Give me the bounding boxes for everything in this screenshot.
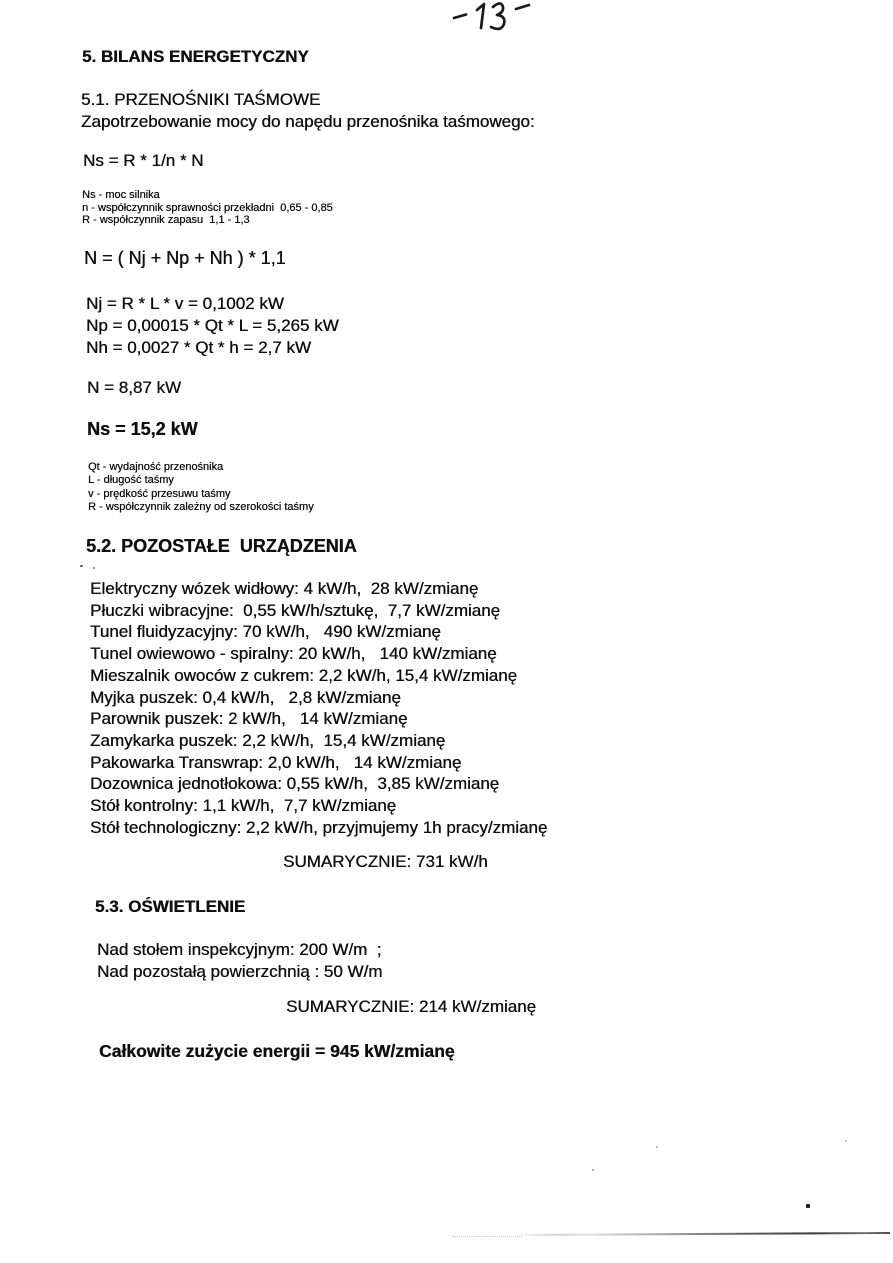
note-line: Ns - moc silnika [82,189,160,201]
list-item: Stół technologiczny: 2,2 kW/h, przyjmujemy 1h pracy/zmianę [90,817,548,837]
calc-line: Nj = R * L * v = 0,1002 kW [86,294,284,313]
note-line: L - długość taśmy [88,474,174,487]
list-item: Pakowarka Transwrap: 2,0 kW/h, 14 kW/zmianę [90,752,462,772]
result-ns: Ns = 15,2 kW [87,419,198,439]
summary-5-3: SUMARYCZNIE: 214 kW/zmianę [286,997,537,1016]
scan-speck [845,1140,847,1142]
total-energy-line: Całkowite zużycie energii = 945 kW/zmianę [99,1041,455,1061]
note-line: v - prędkość przesuwu taśmy [88,487,231,500]
section-5-3-title: 5.3. OŚWIETLENIE [95,897,246,916]
scan-speck [656,1146,658,1148]
list-item: Myjka puszek: 0,4 kW/h, 2,8 kW/zmianę [90,687,401,707]
handwritten-page-number [448,1,548,35]
section-5-title: 5. BILANS ENERGETYCZNY [82,47,309,66]
scan-speck [592,1169,594,1171]
list-item: Elektryczny wózek widłowy: 4 kW/h, 28 kW/zmianę [90,579,479,598]
calc-line: Nh = 0,0027 * Qt * h = 2,7 kW [86,338,311,357]
list-item: Płuczki wibracyjne: 0,55 kW/h/sztukę, 7,7 kW/zmianę [90,600,501,620]
equipment-list [90,578,547,838]
list-item: Tunel fluidyzacyjny: 70 kW/h, 490 kW/zmianę [90,622,441,642]
summary-5-2: SUMARYCZNIE: 731 kW/h [283,852,488,871]
list-item: Mieszalnik owoców z cukrem: 2,2 kW/h, 15,4 kW/zmianę [90,665,518,685]
list-item: Zamykarka puszek: 2,2 kW/h, 15,4 kW/zmianę [90,730,446,750]
note-line: R - współczynnik zależny od szerokości taśmy [88,501,314,514]
scan-speck [806,1204,810,1208]
list-item: Tunel owiewowo - spiralny: 20 kW/h, 140 kW/zmianę [90,644,497,664]
scan-speck [80,565,83,567]
lighting-line: Nad pozostałą powierzchnią : 50 W/m [97,962,383,982]
notes-motor [82,189,333,227]
formula-ns: Ns = R * 1/n * N [83,151,204,170]
formula-n: N = ( Nj + Np + Nh ) * 1,1 [84,248,286,268]
list-item: Parownik puszek: 2 kW/h, 14 kW/zmianę [90,709,408,729]
note-line: Qt - wydajność przenośnika [88,461,224,473]
lighting-line: Nad stołem inspekcyjnym: 200 W/m ; [97,940,382,959]
scan-line-dotted [452,1236,522,1237]
note-line: R - współczynnik zapasu 1,1 - 1,3 [82,214,250,227]
list-item: Stół kontrolny: 1,1 kW/h, 7,7 kW/zmianę [90,796,397,816]
section-5-2-title: 5.2. POZOSTAŁE URZĄDZENIA [86,536,357,556]
calc-line: Np = 0,00015 * Qt * L = 5,265 kW [86,316,339,335]
lighting-lines [97,939,382,984]
list-item: Dozownica jednotłokowa: 0,55 kW/h, 3,85 kW/zmianę [90,774,500,794]
result-n: N = 8,87 kW [87,378,182,397]
scan-line-artifact [512,1232,890,1236]
formula-calculations [86,293,339,359]
section-5-1-intro: Zapotrzebowanie mocy do napędu przenośnika taśmowego: [81,112,535,131]
notes-belt [88,461,314,515]
note-line: n - współczynnik sprawności przekładni 0,65 - 0,85 [82,201,333,214]
scan-speck [93,567,95,569]
section-5-1-title: 5.1. PRZENOŚNIKI TAŚMOWE [81,90,321,109]
